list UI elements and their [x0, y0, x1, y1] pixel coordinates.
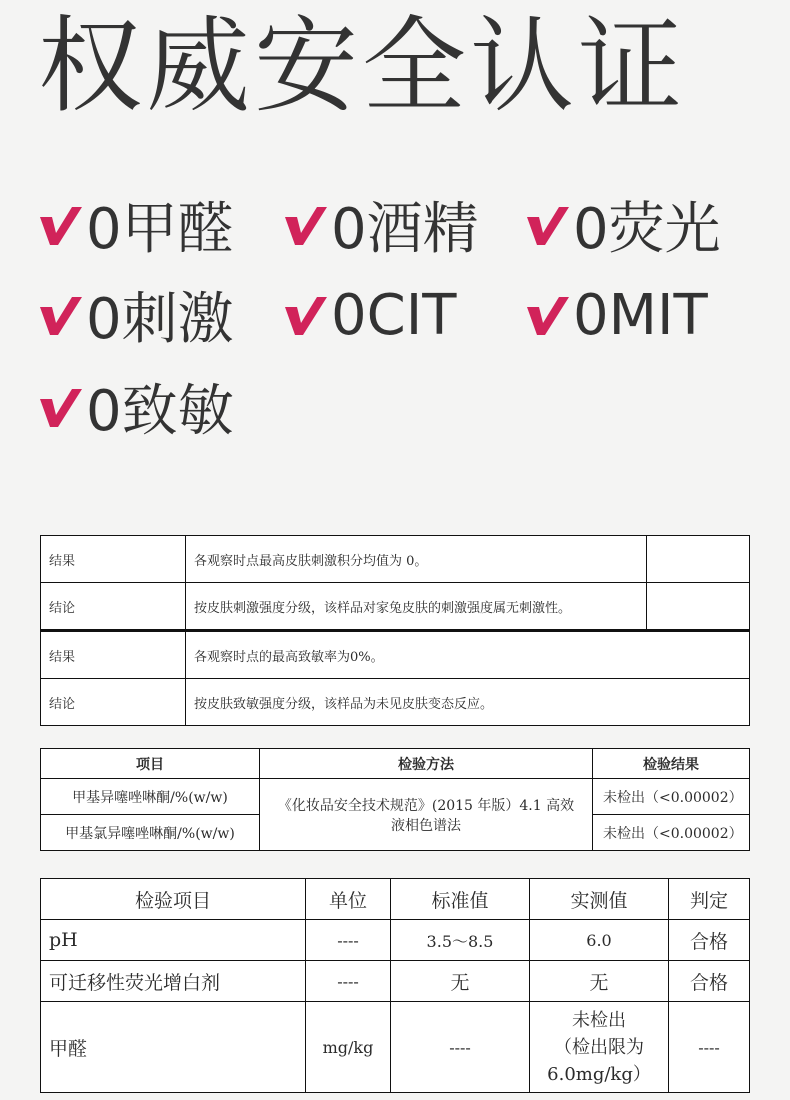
measured-cell: 6.0	[530, 920, 669, 961]
col-header: 检验结果	[593, 749, 750, 779]
standard-cell: 无	[391, 961, 530, 1002]
unit-cell: ----	[306, 961, 391, 1002]
check-icon	[38, 385, 82, 429]
standard-cell: ----	[391, 1002, 530, 1093]
unit-cell: mg/kg	[306, 1002, 391, 1093]
table-row	[41, 536, 750, 583]
method-cell: 《化妆品安全技术规范》(2015 年版）4.1 高效液相色谱法	[260, 779, 593, 851]
table-row	[41, 920, 750, 961]
table-row	[41, 961, 750, 1002]
row-key: 结果	[41, 536, 186, 583]
claim-no-cit	[283, 280, 456, 350]
check-icon	[283, 293, 327, 337]
col-header: 判定	[669, 879, 750, 920]
blank-cell	[647, 536, 750, 583]
check-icon	[283, 203, 327, 247]
item-cell: 甲醛	[41, 1002, 306, 1093]
row-key: 结果	[41, 631, 186, 679]
col-header: 检验方法	[260, 749, 593, 779]
claim-no-irritation	[38, 280, 234, 350]
claim-label: 0刺激	[86, 287, 234, 352]
claim-label: 0MIT	[573, 282, 708, 348]
col-header: 标准值	[391, 879, 530, 920]
col-header: 实测值	[530, 879, 669, 920]
page-title: 权威安全认证	[38, 5, 687, 127]
header-row	[41, 879, 750, 920]
check-icon	[38, 203, 82, 247]
claim-no-fluorescent	[525, 190, 721, 260]
col-header: 项目	[41, 749, 260, 779]
claim-label: 0甲醛	[86, 197, 234, 262]
row-value: 各观察时点最高皮肤刺激积分均值为 0。	[186, 536, 647, 583]
header-row	[41, 749, 750, 779]
claim-no-alcohol	[283, 190, 479, 260]
measured-line: 6.0mg/kg）	[547, 1063, 651, 1085]
inspection-table	[40, 878, 750, 1093]
verdict-cell: 合格	[669, 961, 750, 1002]
result-cell: 未检出（<0.00002）	[593, 815, 750, 851]
table-row	[41, 1002, 750, 1093]
item-cell: 甲基氯异噻唑啉酮/%(w/w)	[41, 815, 260, 851]
item-cell: 甲基异噻唑啉酮/%(w/w)	[41, 779, 260, 815]
measured-cell: 无	[530, 961, 669, 1002]
item-cell: pH	[41, 920, 306, 961]
preservative-test-table	[40, 748, 750, 851]
table-row	[41, 583, 750, 631]
check-icon	[38, 293, 82, 337]
table-row	[41, 679, 750, 726]
measured-line: （检出限为	[554, 1036, 644, 1058]
claim-label: 0酒精	[331, 197, 479, 262]
claim-label: 0荧光	[573, 197, 721, 262]
col-header: 检验项目	[41, 879, 306, 920]
row-value: 各观察时点的最高致敏率为0%。	[186, 631, 750, 679]
row-value: 按皮肤致敏强度分级，该样品为未见皮肤变态反应。	[186, 679, 750, 726]
claim-no-mit	[525, 280, 708, 350]
claim-no-allergy	[38, 372, 234, 442]
claim-label: 0CIT	[331, 282, 457, 348]
col-header: 单位	[306, 879, 391, 920]
verdict-cell: ----	[669, 1002, 750, 1093]
table-row	[41, 779, 750, 815]
check-icon	[525, 293, 569, 337]
row-key: 结论	[41, 679, 186, 726]
irritation-report-table	[40, 535, 750, 726]
row-key: 结论	[41, 583, 186, 631]
claim-label: 0致敏	[86, 379, 234, 444]
measured-cell	[530, 1002, 669, 1093]
blank-cell	[647, 583, 750, 631]
unit-cell: ----	[306, 920, 391, 961]
result-cell: 未检出（<0.00002）	[593, 779, 750, 815]
standard-cell: 3.5～8.5	[391, 920, 530, 961]
check-icon	[525, 203, 569, 247]
item-cell: 可迁移性荧光增白剂	[41, 961, 306, 1002]
row-value: 按皮肤刺激强度分级，该样品对家兔皮肤的刺激强度属无刺激性。	[186, 583, 647, 631]
table-row	[41, 631, 750, 679]
verdict-cell: 合格	[669, 920, 750, 961]
claim-no-formaldehyde	[38, 190, 234, 260]
measured-line: 未检出	[572, 1009, 626, 1031]
